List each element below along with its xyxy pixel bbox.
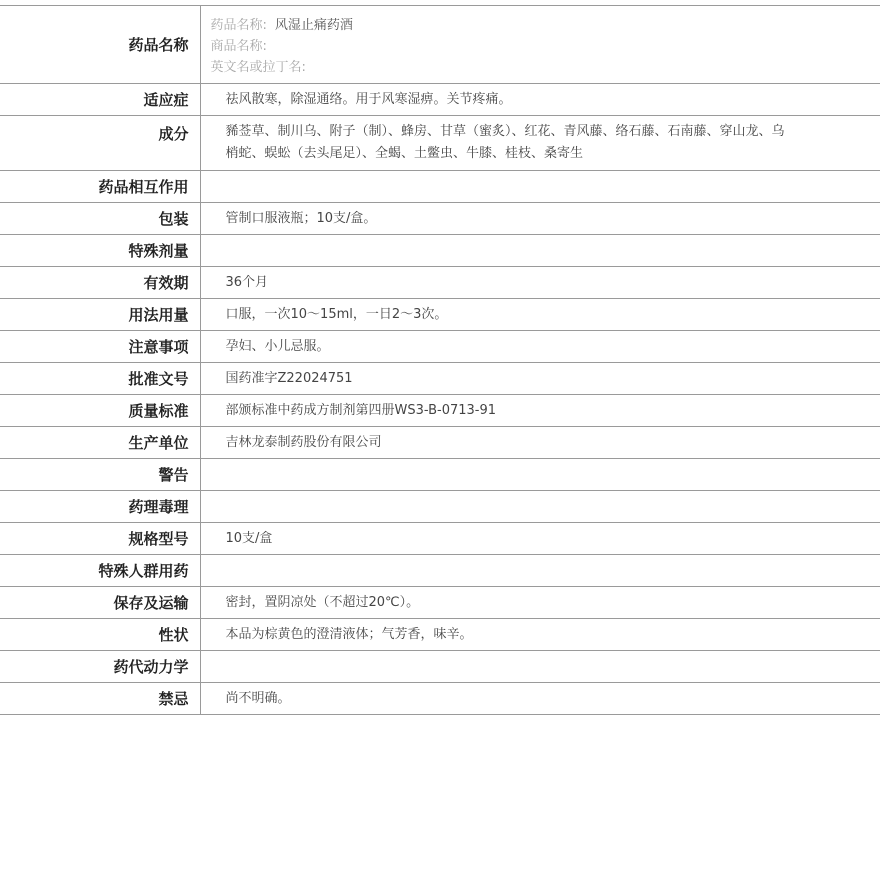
row-value (200, 171, 880, 203)
row-label: 警告 (0, 459, 200, 491)
row-pharmacology (0, 491, 880, 523)
row-value: 部颁标准中药成方制剂第四册WS3-B-0713-91 (200, 395, 880, 427)
row-label: 性状 (0, 619, 200, 651)
row-precautions (0, 331, 880, 363)
row-label: 药代动力学 (0, 651, 200, 683)
row-ingredients (0, 116, 880, 171)
row-value: 密封，置阴凉处（不超过20℃）。 (200, 587, 880, 619)
row-value: 本品为棕黄色的澄清液体；气芳香，味辛。 (200, 619, 880, 651)
row-value: 36个月 (200, 267, 880, 299)
row-specification (0, 523, 880, 555)
row-value: 口服，一次10～15ml，一日2～3次。 (200, 299, 880, 331)
row-value: 管制口服液瓶；10支/盒。 (200, 203, 880, 235)
row-storage-transport (0, 587, 880, 619)
row-label: 批准文号 (0, 363, 200, 395)
row-value: 尚不明确。 (200, 683, 880, 715)
row-special-populations (0, 555, 880, 587)
row-label: 注意事项 (0, 331, 200, 363)
generic-name-key: 药品名称: (210, 18, 267, 33)
english-name-line (211, 57, 791, 78)
row-label: 保存及运输 (0, 587, 200, 619)
row-manufacturer (0, 427, 880, 459)
row-indications (0, 84, 880, 116)
row-value: 10支/盒 (200, 523, 880, 555)
row-quality-standard (0, 395, 880, 427)
row-pharmacokinetics (0, 651, 880, 683)
row-label: 质量标准 (0, 395, 200, 427)
row-drug-name (0, 6, 880, 84)
row-label: 药理毒理 (0, 491, 200, 523)
row-approval-number (0, 363, 880, 395)
row-value: 国药准字Z22024751 (200, 363, 880, 395)
trade-name-key: 商品名称: (210, 39, 267, 54)
row-label: 药品名称 (0, 6, 200, 84)
row-packaging (0, 203, 880, 235)
row-special-dosage (0, 235, 880, 267)
row-value: 祛风散寒，除湿通络。用于风寒湿痹。关节疼痛。 (200, 84, 880, 116)
row-value (200, 459, 880, 491)
row-shelf-life (0, 267, 880, 299)
generic-name-line (211, 15, 791, 36)
row-interactions (0, 171, 880, 203)
row-description (0, 619, 880, 651)
row-label: 药品相互作用 (0, 171, 200, 203)
row-label: 包装 (0, 203, 200, 235)
row-contraindications (0, 683, 880, 715)
row-label: 生产单位 (0, 427, 200, 459)
row-value: 豨莶草、制川乌、附子（制）、蜂房、甘草（蜜炙）、红花、青风藤、络石藤、石南藤、穿山龙、乌梢蛇、蜈蚣（去头尾足）、全蝎、土鳖虫、牛膝、桂枝、桑寄生 (200, 116, 880, 171)
row-label: 特殊剂量 (0, 235, 200, 267)
english-name-key: 英文名或拉丁名: (210, 60, 306, 75)
row-value (200, 555, 880, 587)
row-warning (0, 459, 880, 491)
row-label: 禁忌 (0, 683, 200, 715)
row-value (200, 235, 880, 267)
generic-name-value: 风湿止痛药酒 (274, 18, 353, 33)
row-label: 特殊人群用药 (0, 555, 200, 587)
row-label: 有效期 (0, 267, 200, 299)
row-label: 适应症 (0, 84, 200, 116)
row-value: 吉林龙泰制药股份有限公司 (200, 427, 880, 459)
row-value: 孕妇、小儿忌服。 (200, 331, 880, 363)
row-value (200, 491, 880, 523)
row-usage-dosage (0, 299, 880, 331)
row-value (200, 651, 880, 683)
drug-name-values (200, 6, 880, 84)
drug-spec-table (0, 5, 880, 715)
row-label: 用法用量 (0, 299, 200, 331)
row-label: 成分 (0, 116, 200, 171)
row-label: 规格型号 (0, 523, 200, 555)
trade-name-line (211, 36, 791, 57)
